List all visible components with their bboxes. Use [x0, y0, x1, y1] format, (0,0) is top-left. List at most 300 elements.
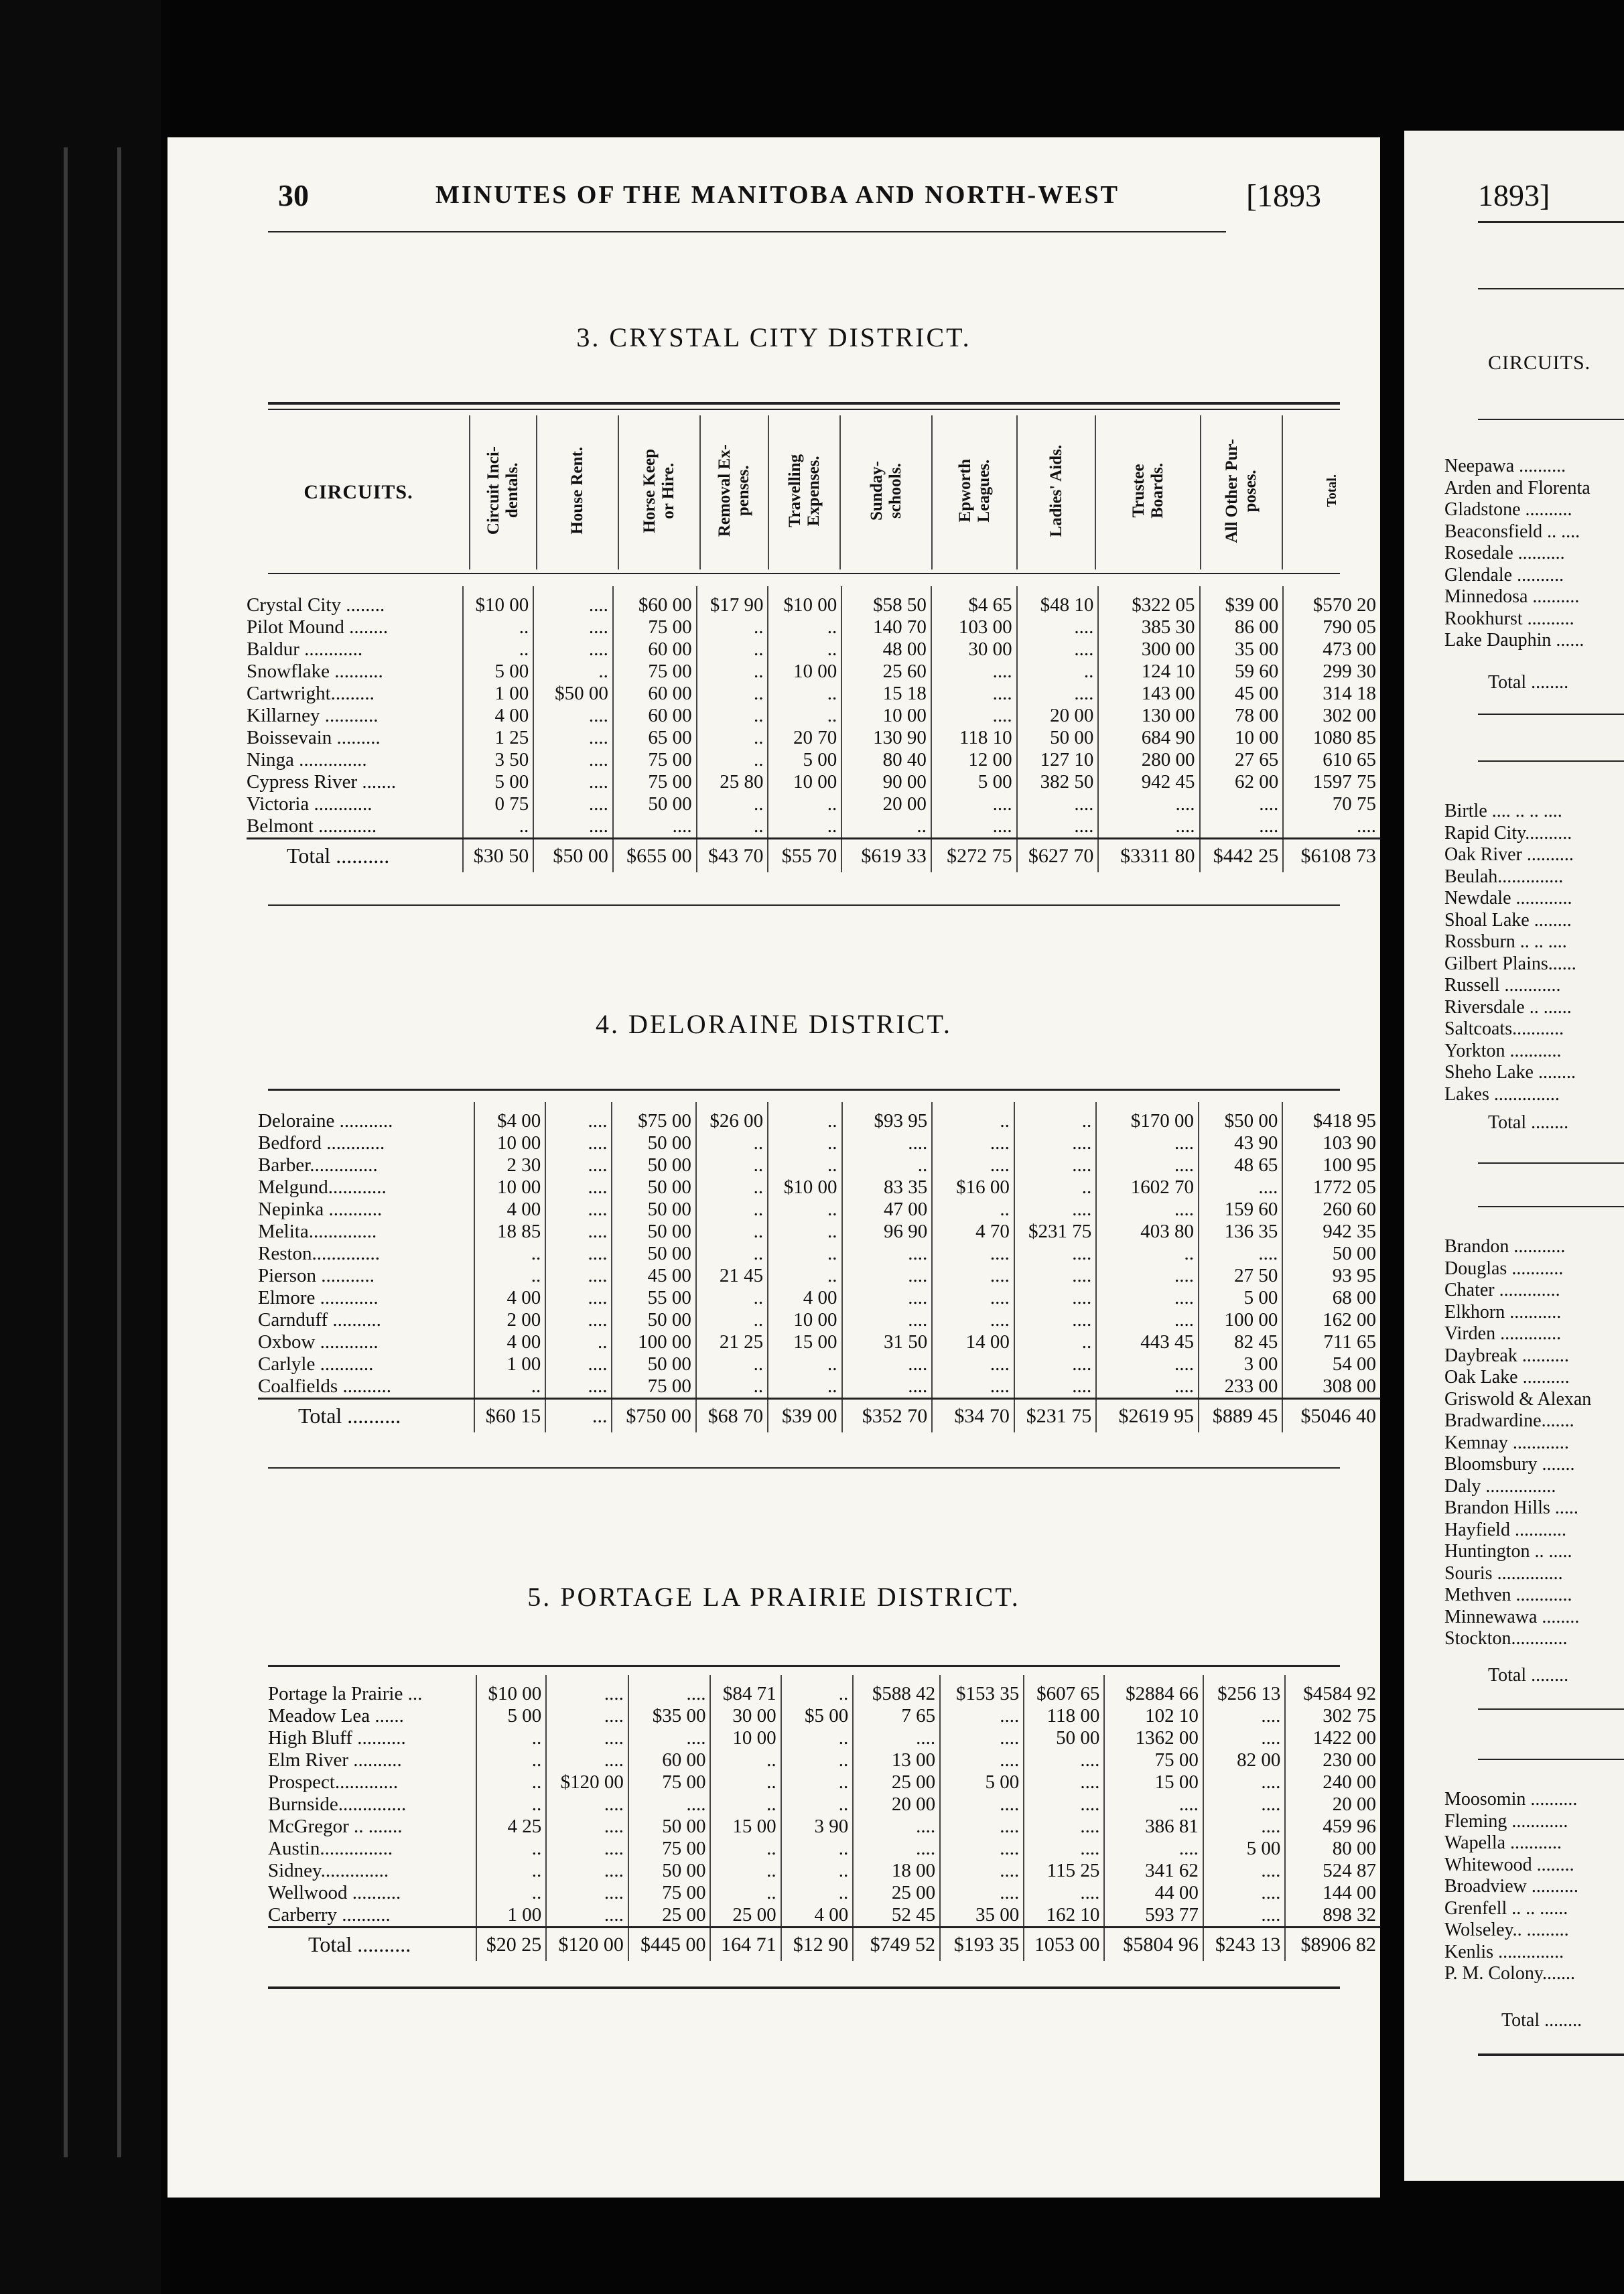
table-cell: 10 00	[768, 661, 841, 683]
table-cell: ..	[768, 616, 841, 638]
column-header-ladies-aids: Ladies' Aids.	[1046, 444, 1065, 537]
district-table-deloraine	[258, 1102, 1380, 1432]
table-row	[247, 683, 1380, 705]
table-cell: ....	[533, 793, 613, 815]
table-cell: ..	[697, 683, 768, 705]
table-cell: ..	[781, 1882, 854, 1904]
table-cell: 130 00	[1098, 705, 1199, 727]
table-cell: 2 30	[474, 1154, 545, 1176]
table-cell: ..	[781, 1727, 854, 1749]
table-cell: $231 75	[1014, 1399, 1096, 1433]
table-cell: ..	[781, 1794, 854, 1816]
table-row	[268, 1816, 1380, 1838]
book-binding	[0, 0, 161, 2294]
list-item: Rossburn .. .. ....	[1444, 931, 1567, 952]
circuit-name: McGregor .. .......	[268, 1816, 403, 1837]
table-cell: 75 00	[613, 661, 697, 683]
table-cell: 10 00	[710, 1727, 781, 1749]
table-cell: ..	[932, 1102, 1014, 1132]
district-title: 3. CRYSTAL CITY DISTRICT.	[576, 322, 971, 352]
table-cell: 50 00	[612, 1221, 695, 1243]
list-item: Beaconsfield .. ....	[1444, 521, 1580, 542]
table-cell: ..	[768, 1243, 841, 1265]
table-cell: 130 90	[841, 727, 931, 749]
table-cell: 10 00	[1200, 727, 1284, 749]
list-item: Kemnay ............	[1444, 1432, 1569, 1453]
list-item: Daly ...............	[1444, 1475, 1556, 1497]
table-cell: $34 70	[932, 1399, 1014, 1433]
column-header-row	[248, 415, 1380, 569]
table-cell: 103 90	[1282, 1132, 1380, 1154]
district-title: 5. PORTAGE LA PRAIRIE DISTRICT.	[527, 1582, 1020, 1612]
table-cell: ....	[1199, 1243, 1282, 1265]
table-cell: 100 00	[1199, 1309, 1282, 1331]
table-row	[247, 749, 1380, 771]
table-cell: $6108 73	[1283, 839, 1380, 873]
list-item: Griswold & Alexan	[1444, 1388, 1592, 1410]
list-item: Kenlis ..............	[1444, 1941, 1564, 1962]
table-cell: $35 00	[628, 1705, 711, 1727]
table-cell: ....	[533, 727, 613, 749]
circuit-name: Oxbow ............	[258, 1331, 379, 1353]
table-cell: 385 30	[1098, 616, 1199, 638]
table-bottom-rule	[1478, 2053, 1624, 2056]
table-cell: 118 10	[931, 727, 1017, 749]
table-row	[268, 1882, 1380, 1904]
table-row	[268, 1771, 1380, 1794]
table-cell: ..	[533, 661, 613, 683]
table-cell: ..	[697, 705, 768, 727]
table-cell: $12 90	[781, 1928, 854, 1962]
table-cell: 593 77	[1104, 1904, 1203, 1928]
table-top-rule	[1478, 1759, 1624, 1760]
table-cell: ....	[842, 1353, 933, 1375]
table-cell: $75 00	[612, 1102, 695, 1132]
table-cell: ..	[697, 815, 768, 839]
table-cell: 44 00	[1104, 1882, 1203, 1904]
table-cell: 21 45	[696, 1265, 768, 1287]
table-cell: ....	[1096, 1375, 1199, 1399]
circuit-name: Austin...............	[268, 1838, 393, 1859]
table-cell: 48 00	[841, 638, 931, 661]
table-cell: $889 45	[1199, 1399, 1282, 1433]
table-cell: 20 70	[768, 727, 841, 749]
list-item: Bloomsbury .......	[1444, 1454, 1575, 1475]
table-cell: $322 05	[1098, 586, 1199, 616]
table-cell: $627 70	[1017, 839, 1099, 873]
table-cell: ....	[932, 1353, 1014, 1375]
table-cell: ....	[931, 683, 1017, 705]
table-cell: 459 96	[1285, 1816, 1380, 1838]
table-cell: 10 00	[474, 1132, 545, 1154]
table-cell: ..	[696, 1199, 768, 1221]
table-row	[258, 1331, 1380, 1353]
table-cell: ....	[545, 1309, 612, 1331]
table-cell: 118 00	[1024, 1705, 1104, 1727]
table-cell: ....	[1024, 1794, 1104, 1816]
table-cell: ..	[768, 1199, 841, 1221]
table-cell: ..	[474, 1265, 545, 1287]
table-row	[258, 1102, 1380, 1132]
table-cell: 942 35	[1282, 1221, 1380, 1243]
table-cell: 443 45	[1096, 1331, 1199, 1353]
table-cell: ....	[546, 1675, 628, 1705]
table-cell: ....	[1104, 1838, 1203, 1860]
table-cell: $243 13	[1203, 1928, 1286, 1962]
table-cell: ....	[533, 638, 613, 661]
table-cell: ..	[696, 1375, 768, 1399]
table-cell: ....	[932, 1375, 1014, 1399]
table-cell: ..	[768, 1353, 841, 1375]
table-row	[268, 1705, 1380, 1727]
list-item: Saltcoats...........	[1444, 1018, 1564, 1039]
table-cell: ..	[768, 1375, 841, 1399]
table-cell: $50 00	[1199, 1102, 1282, 1132]
left-page	[167, 137, 1380, 2198]
table-cell: 68 00	[1282, 1287, 1380, 1309]
list-item: Elkhorn ...........	[1444, 1301, 1562, 1323]
table-cell: ....	[545, 1375, 612, 1399]
table-cell: $48 10	[1017, 586, 1099, 616]
table-row	[247, 616, 1380, 638]
list-item: Whitewood ........	[1444, 1854, 1574, 1875]
table-cell: 50 00	[612, 1199, 695, 1221]
circuit-name: Sidney..............	[268, 1860, 389, 1881]
table-bottom-rule	[268, 904, 1340, 906]
table-cell: 5 00	[463, 661, 534, 683]
table-cell: ..	[476, 1794, 546, 1816]
table-cell: ....	[546, 1816, 628, 1838]
table-cell: ....	[628, 1675, 711, 1705]
table-cell: 27 65	[1200, 749, 1284, 771]
table-cell: ....	[1200, 793, 1284, 815]
table-cell: ..	[768, 638, 841, 661]
binding-edge	[64, 147, 68, 2157]
table-cell: 1362 00	[1104, 1727, 1203, 1749]
table-cell: 14 00	[932, 1331, 1014, 1353]
table-cell: 4 00	[474, 1199, 545, 1221]
table-cell: $84 71	[710, 1675, 781, 1705]
table-cell: 10 00	[841, 705, 931, 727]
table-cell: 100 00	[612, 1331, 695, 1353]
table-cell: 233 00	[1199, 1375, 1282, 1399]
table-cell: $750 00	[612, 1399, 695, 1433]
next-page-total: Total ........	[1488, 1665, 1569, 1686]
table-row	[258, 1221, 1380, 1243]
column-header-epworth-leagues: Epworth Leagues.	[955, 459, 993, 523]
table-cell: ....	[1014, 1287, 1096, 1309]
table-cell: ....	[1017, 815, 1099, 839]
table-cell: ....	[545, 1199, 612, 1221]
list-item: Wolseley.. .........	[1444, 1919, 1569, 1940]
table-cell: 162 00	[1282, 1309, 1380, 1331]
table-cell: 5 00	[931, 771, 1017, 793]
table-cell: ....	[545, 1176, 612, 1199]
table-cell: 65 00	[613, 727, 697, 749]
page-number: 30	[278, 178, 309, 212]
column-header-travelling-expenses: Travelling Expenses.	[785, 454, 823, 528]
list-item: Beulah..............	[1444, 866, 1564, 887]
list-item: Broadview ..........	[1444, 1876, 1578, 1897]
table-cell: 308 00	[1282, 1375, 1380, 1399]
header-rule	[268, 231, 1226, 232]
list-item: Oak Lake ..........	[1444, 1367, 1570, 1388]
circuit-name: Cypress River .......	[247, 771, 397, 793]
table-cell: 144 00	[1285, 1882, 1380, 1904]
list-item: Arden and Florenta	[1444, 477, 1591, 498]
table-cell: 143 00	[1098, 683, 1199, 705]
table-cell: ..	[1017, 661, 1099, 683]
table-cell: $10 00	[463, 586, 534, 616]
table-cell: $10 00	[476, 1675, 546, 1705]
table-cell: ....	[1096, 1353, 1199, 1375]
list-item: Daybreak ..........	[1444, 1345, 1569, 1366]
table-cell: ....	[628, 1727, 711, 1749]
table-cell: ....	[853, 1727, 940, 1749]
table-cell: 50 00	[612, 1132, 695, 1154]
list-item: Gladstone ..........	[1444, 499, 1572, 520]
table-cell: 50 00	[612, 1309, 695, 1331]
table-cell: ..	[1014, 1102, 1096, 1132]
table-cell: ....	[546, 1749, 628, 1771]
table-cell: 75 00	[628, 1882, 711, 1904]
table-cell: ....	[1014, 1154, 1096, 1176]
table-cell: ....	[546, 1882, 628, 1904]
list-item: Rookhurst ..........	[1444, 608, 1574, 629]
next-page-circuit-list	[1444, 1236, 1591, 1650]
table-cell: $17 90	[697, 586, 768, 616]
right-page-edge	[1404, 131, 1624, 2181]
circuit-name: Cartwright.........	[247, 683, 375, 704]
table-cell: 50 00	[1024, 1727, 1104, 1749]
district-table-portage-la-prairie	[268, 1675, 1380, 1961]
table-cell: ..	[463, 815, 534, 839]
circuit-name: Bedford ............	[258, 1132, 385, 1154]
table-cell: ..	[476, 1771, 546, 1794]
table-cell: $272 75	[931, 839, 1017, 873]
table-cell: $20 25	[476, 1928, 546, 1962]
table-cell: 55 00	[612, 1287, 695, 1309]
table-row	[268, 1794, 1380, 1816]
list-item: Souris ..............	[1444, 1562, 1563, 1584]
table-cell: 25 60	[841, 661, 931, 683]
table-cell: $570 20	[1283, 586, 1380, 616]
circuit-name: Elm River ..........	[268, 1749, 402, 1771]
circuit-name: Deloraine ...........	[258, 1110, 393, 1132]
table-cell: ..	[697, 661, 768, 683]
table-cell: ....	[1096, 1154, 1199, 1176]
table-cell: 30 00	[710, 1705, 781, 1727]
table-cell: ..	[768, 1265, 841, 1287]
table-cell: 5 00	[476, 1705, 546, 1727]
table-bottom-rule	[268, 1467, 1340, 1469]
table-cell: $55 70	[768, 839, 841, 873]
table-cell: ..	[768, 1221, 841, 1243]
column-header-all-other-purposes: All Other Pur- poses.	[1223, 438, 1260, 543]
table-cell: ..	[768, 683, 841, 705]
table-cell: 7 65	[853, 1705, 940, 1727]
table-cell: ....	[533, 705, 613, 727]
table-cell: 260 60	[1282, 1199, 1380, 1221]
table-cell: ..	[474, 1375, 545, 1399]
table-cell: 898 32	[1285, 1904, 1380, 1928]
list-item: Gilbert Plains......	[1444, 953, 1576, 974]
table-cell: 1 25	[463, 727, 534, 749]
table-cell: 10 00	[474, 1176, 545, 1199]
table-cell: ....	[940, 1749, 1024, 1771]
column-header-house-rent: House Rent.	[568, 447, 586, 535]
table-cell: 70 75	[1283, 793, 1380, 815]
table-cell: 18 85	[474, 1221, 545, 1243]
table-cell: 93 95	[1282, 1265, 1380, 1287]
table-cell: $231 75	[1014, 1221, 1096, 1243]
table-cell: ....	[533, 815, 613, 839]
table-cell: ..	[476, 1882, 546, 1904]
table-cell: $2619 95	[1096, 1399, 1199, 1433]
table-cell: 610 65	[1283, 749, 1380, 771]
table-cell: ....	[533, 586, 613, 616]
table-cell: 3 00	[1199, 1353, 1282, 1375]
table-cell: 1422 00	[1285, 1727, 1380, 1749]
table-cell: ..	[710, 1838, 781, 1860]
table-cell: 5 00	[1199, 1287, 1282, 1309]
list-item: Stockton............	[1444, 1628, 1568, 1649]
table-cell: ....	[1098, 815, 1199, 839]
table-cell: 3 50	[463, 749, 534, 771]
table-cell: 15 00	[710, 1816, 781, 1838]
table-cell: 75 00	[612, 1375, 695, 1399]
next-page-circuit-list	[1444, 801, 1576, 1105]
table-row	[247, 771, 1380, 793]
table-cell: ....	[1104, 1794, 1203, 1816]
circuit-name: Melita..............	[258, 1221, 377, 1242]
table-top-rule	[268, 402, 1340, 405]
table-cell: 80 40	[841, 749, 931, 771]
table-cell: ....	[1017, 683, 1099, 705]
table-cell: 20 00	[841, 793, 931, 815]
table-cell: ..	[1096, 1243, 1199, 1265]
list-item: Virden .............	[1444, 1323, 1562, 1344]
binding-edge	[117, 147, 121, 2157]
table-cell: ....	[1203, 1882, 1286, 1904]
table-cell: ....	[1014, 1243, 1096, 1265]
table-cell: ....	[1014, 1132, 1096, 1154]
next-page-year: 1893]	[1478, 178, 1550, 212]
table-cell: $418 95	[1282, 1102, 1380, 1132]
table-cell: $445 00	[628, 1928, 711, 1962]
table-cell: $607 65	[1024, 1675, 1104, 1705]
table-cell: $39 00	[768, 1399, 841, 1433]
table-cell: ....	[1024, 1771, 1104, 1794]
table-cell: 2 00	[474, 1309, 545, 1331]
circuit-name: Carberry ..........	[268, 1904, 391, 1926]
circuit-name: Nepinka ...........	[258, 1199, 383, 1220]
table-cell: 1597 75	[1283, 771, 1380, 793]
table-cell: 78 00	[1200, 705, 1284, 727]
table-cell: $16 00	[932, 1176, 1014, 1199]
table-cell: 60 00	[613, 683, 697, 705]
table-cell: 280 00	[1098, 749, 1199, 771]
table-cell: ....	[932, 1287, 1014, 1309]
next-page-circuits-label: CIRCUITS.	[1488, 352, 1591, 374]
table-cell: $93 95	[842, 1102, 933, 1132]
next-page-total: Total ........	[1488, 672, 1569, 693]
table-row	[258, 1132, 1380, 1154]
table-cell: ..	[710, 1794, 781, 1816]
list-item: Shoal Lake ........	[1444, 909, 1572, 931]
table-cell: 1080 85	[1283, 727, 1380, 749]
table-cell: ..	[710, 1771, 781, 1794]
table-row	[258, 1199, 1380, 1221]
table-cell: ..	[710, 1882, 781, 1904]
column-header-circuit-incidentals: Circuit Inci- dentals.	[484, 446, 521, 535]
table-row	[268, 1749, 1380, 1771]
table-cell: 5 00	[463, 771, 534, 793]
table-cell: 60 00	[613, 638, 697, 661]
table-cell: ..	[696, 1154, 768, 1176]
table-cell: 80 00	[1285, 1838, 1380, 1860]
table-row	[247, 705, 1380, 727]
circuit-name: Snowflake ..........	[247, 661, 383, 682]
table-cell: 48 65	[1199, 1154, 1282, 1176]
table-cell: 341 62	[1104, 1860, 1203, 1882]
table-cell: ....	[1096, 1199, 1199, 1221]
circuit-name: Barber..............	[258, 1154, 378, 1176]
table-cell: ....	[545, 1102, 612, 1132]
table-cell: ....	[1014, 1199, 1096, 1221]
table-cell: 1772 05	[1282, 1176, 1380, 1199]
table-row	[258, 1287, 1380, 1309]
circuit-name: Portage la Prairie ...	[268, 1683, 423, 1704]
table-cell: 35 00	[1200, 638, 1284, 661]
table-cell: ....	[931, 815, 1017, 839]
table-cell: 60 00	[628, 1749, 711, 1771]
table-cell: 473 00	[1283, 638, 1380, 661]
table-cell: $170 00	[1096, 1102, 1199, 1132]
table-cell: $5804 96	[1104, 1928, 1203, 1962]
table-cell: 90 00	[841, 771, 931, 793]
table-cell: 127 10	[1017, 749, 1099, 771]
list-item: Fleming ............	[1444, 1810, 1568, 1832]
table-cell: 54 00	[1282, 1353, 1380, 1375]
table-row	[247, 815, 1380, 839]
table-cell: 159 60	[1199, 1199, 1282, 1221]
table-cell: 50 00	[1017, 727, 1099, 749]
table-cell: ..	[696, 1309, 768, 1331]
header-rule	[1478, 288, 1624, 289]
list-item: Newdale ............	[1444, 888, 1572, 908]
next-page-total: Total ........	[1501, 2010, 1582, 2031]
header-bottom-rule	[1478, 419, 1624, 420]
table-cell: 52 45	[853, 1904, 940, 1928]
table-cell: 230 00	[1285, 1749, 1380, 1771]
table-cell: $50 00	[533, 839, 613, 873]
circuit-name: Total ..........	[258, 1399, 474, 1433]
column-header-sunday-schools: Sunday- schools.	[867, 461, 904, 521]
table-cell: $352 70	[842, 1399, 933, 1433]
table-cell: 1 00	[476, 1904, 546, 1928]
table-cell: 27 50	[1199, 1265, 1282, 1287]
table-cell: 50 00	[612, 1353, 695, 1375]
table-cell: ....	[1014, 1375, 1096, 1399]
table-cell: ....	[853, 1816, 940, 1838]
table-cell: ....	[545, 1132, 612, 1154]
table-row	[268, 1727, 1380, 1749]
table-cell: $120 00	[546, 1771, 628, 1794]
table-bottom-rule	[1478, 1162, 1624, 1164]
table-cell: ..	[545, 1331, 612, 1353]
table-cell: ....	[842, 1287, 933, 1309]
